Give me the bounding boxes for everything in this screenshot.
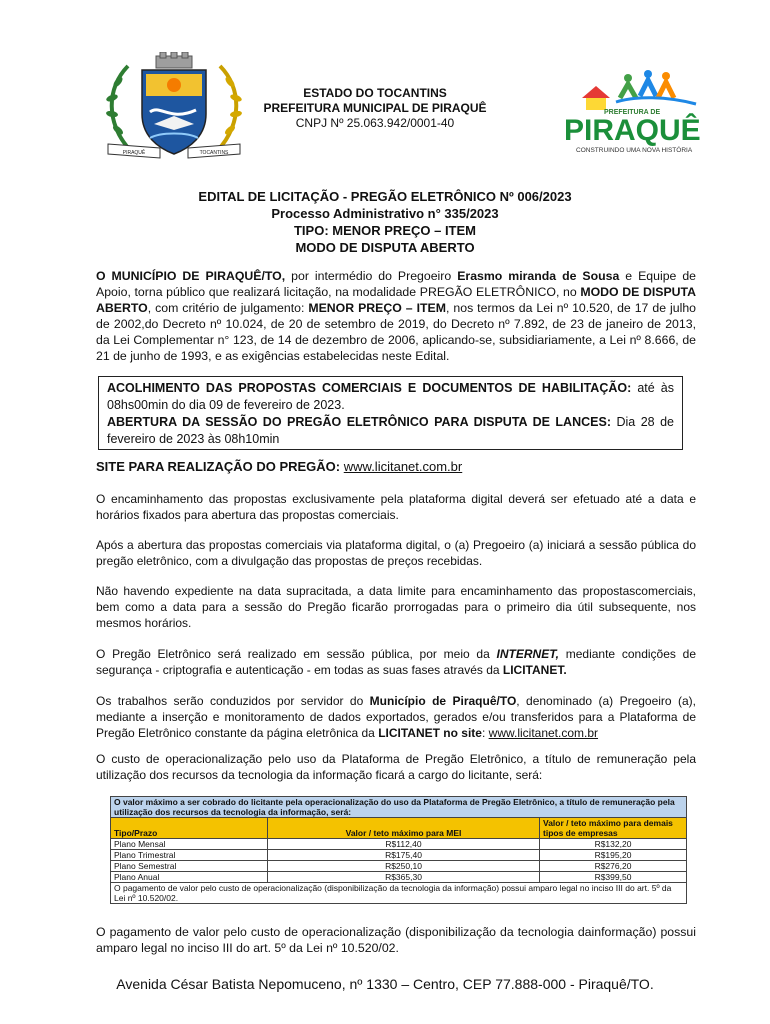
table-row bbox=[111, 872, 687, 883]
p5-text-1: Os trabalhos serão conduzidos por servidor do bbox=[96, 694, 370, 708]
cnpj: CNPJ Nº 25.063.942/0001-40 bbox=[295, 116, 455, 130]
paragraph-1: O encaminhamento das propostas exclusivamente pela plataforma digital deverá ser efetuado até a data e horários fixados para abertura das propostas comerciais. bbox=[96, 492, 696, 522]
row-mei: R$250,10 bbox=[268, 861, 540, 872]
title-line-2: Processo Administrativo n° 335/2023 bbox=[271, 206, 499, 221]
p4-bold-2: LICITANET. bbox=[502, 663, 567, 677]
column-mei: Valor / teto máximo para MEI bbox=[268, 818, 540, 839]
p5-text-2: , denominado (a) Pregoeiro (a), mediante a inserção e monitoramento de dados exportados, gerados e/ou transferidos para a Plataforma de Pregão Eletrônico constante da página eletrônica da bbox=[96, 694, 697, 740]
intro-paragraph bbox=[96, 268, 696, 364]
state-name: ESTADO DO TOCANTINS bbox=[303, 86, 447, 100]
row-demais: R$276,20 bbox=[540, 861, 687, 872]
seal-banner-left: PIRAQUÊ bbox=[122, 150, 146, 156]
paragraph-5 bbox=[96, 693, 696, 741]
row-tipo: Plano Mensal bbox=[111, 839, 268, 850]
intro-bold-4: MENOR PREÇO – ITEM bbox=[308, 301, 446, 315]
table-header: O valor máximo a ser cobrado do licitante pela operacionalização do uso da Plataforma de Pregão Eletrônico, a título de remuneração pela utilização dos recursos da tecnologia da informação, será: bbox=[111, 797, 687, 818]
column-demais: Valor / teto máximo para demais tipos de empresas bbox=[540, 818, 687, 839]
title-line-3: TIPO: MENOR PREÇO – ITEM bbox=[293, 223, 476, 238]
logo-slogan: CONSTRUINDO UMA NOVA HISTÓRIA bbox=[576, 147, 693, 154]
row-tipo: Plano Anual bbox=[111, 872, 268, 883]
logo-small-text: PREFEITURA DE bbox=[604, 109, 661, 116]
prefecture-name: PREFEITURA MUNICIPAL DE PIRAQUÊ bbox=[263, 101, 487, 115]
box-text-1: até às 08hs00min do dia 09 de fevereiro de 2023. bbox=[107, 381, 674, 412]
site-line bbox=[96, 459, 462, 474]
intro-bold-2: Erasmo miranda de Sousa bbox=[457, 269, 620, 283]
intro-bold-3: MODO DE DISPUTA ABERTO bbox=[96, 285, 697, 315]
prefecture-logo bbox=[556, 62, 712, 162]
paragraph-6: O custo de operacionalização pelo uso da Plataforma de Pregão Eletrônico, a título de remuneração pela utilização dos recursos da tecnologia da informação ficará a cargo do licitante, será: bbox=[96, 752, 696, 782]
p4-text-1: O Pregão Eletrônico será realizado em sessão pública, por meio da bbox=[96, 647, 497, 661]
box-text-2: Dia 28 de fevereiro de 2023 às 08h10min bbox=[107, 415, 674, 446]
paragraph-2: Após a abertura das propostas comerciais via plataforma digital, o (a) Pregoeiro (a) iniciará a sessão pública do pregão eletrônico, com a divulgação das propostas de preços recebidas. bbox=[96, 538, 696, 568]
row-mei: R$365,30 bbox=[268, 872, 540, 883]
paragraph-4 bbox=[96, 646, 696, 678]
p4-bold-1: INTERNET, bbox=[496, 647, 559, 661]
site-label: SITE PARA REALIZAÇÃO DO PREGÃO: bbox=[96, 459, 341, 474]
row-demais: R$132,20 bbox=[540, 839, 687, 850]
row-tipo: Plano Semestral bbox=[111, 861, 268, 872]
footer-address: Avenida César Batista Nepomuceno, nº 1330 – Centro, CEP 77.888-000 - Piraquê/TO. bbox=[116, 976, 654, 992]
dates-box bbox=[98, 376, 683, 450]
row-demais: R$195,20 bbox=[540, 850, 687, 861]
p5-link[interactable]: www.licitanet.com.br bbox=[488, 726, 599, 740]
intro-text-2: e Equipe de Apoio, torna público que realizará licitação, na modalidade PREGÃO ELETRÔNICO, no bbox=[96, 269, 697, 299]
title-line-4: MODO DE DISPUTA ABERTO bbox=[295, 240, 475, 255]
row-demais: R$399,50 bbox=[540, 872, 687, 883]
p5-bold-2: LICITANET no site bbox=[378, 726, 482, 740]
site-link[interactable]: www.licitanet.com.br bbox=[343, 459, 463, 474]
logo-big-text: PIRAQUÊ bbox=[564, 114, 701, 147]
box-bold-2: ABERTURA DA SESSÃO DO PREGÃO ELETRÔNICO PARA DISPUTA DE LANCES: bbox=[107, 415, 611, 429]
p4-text-2: mediante condições de segurança - criptografia e autenticação - em todas as suas fases através da bbox=[96, 647, 697, 677]
table-row bbox=[111, 850, 687, 861]
seal-banner-right: TOCANTINS bbox=[199, 150, 229, 156]
row-tipo: Plano Trimestral bbox=[111, 850, 268, 861]
letterhead bbox=[230, 86, 520, 131]
row-mei: R$175,40 bbox=[268, 850, 540, 861]
row-mei: R$112,40 bbox=[268, 839, 540, 850]
intro-text-4: , nos termos da Lei nº 10.520, de 17 de julho de 2002,do Decreto nº 10.024, de 20 de setembro de 2019, do Decreto nº 7.892, de 23 de janeiro de 2013, da Lei Complementar n° 123, de 14 de dezembro de 2006, aplicando-se, subsidiariamente, a Lei nº 8.666, de 21 de junho de 1993, e as exigências estabelecidas neste Edital. bbox=[96, 301, 696, 363]
p5-text-3: : bbox=[481, 726, 489, 740]
table-row bbox=[111, 861, 687, 872]
fees-table bbox=[110, 796, 687, 904]
box-bold-1: ACOLHIMENTO DAS PROPOSTAS COMERCIAIS E DOCUMENTOS DE HABILITAÇÃO: bbox=[107, 381, 632, 395]
paragraph-7: O pagamento de valor pelo custo de operacionalização (disponibilização da tecnologia dainformação) possui amparo legal no inciso III do art. 5º da Lei nº 10.520/02. bbox=[96, 925, 696, 955]
paragraph-3: Não havendo expediente na data supracitada, a data limite para encaminhamento das propostascomerciais, bem como a data para a sessão do Pregão ficarão prorrogadas para o primeiro dia útil subsequente, nos mesmos horários. bbox=[96, 584, 696, 630]
intro-text-3: , com critério de julgamento: bbox=[147, 301, 309, 315]
edital-title bbox=[0, 188, 770, 256]
municipal-seal bbox=[100, 52, 248, 164]
table-note: O pagamento de valor pelo custo de operacionalização (disponibilização da tecnologia da informação) possui amparo legal no inciso III do art. 5º da Lei nº 10.520/02. bbox=[111, 883, 687, 904]
table-row bbox=[111, 839, 687, 850]
intro-bold-1: O MUNICÍPIO DE PIRAQUÊ/TO, bbox=[96, 269, 286, 283]
p5-bold-1: Município de Piraquê/TO bbox=[369, 694, 517, 708]
title-line-1: EDITAL DE LICITAÇÃO - PREGÃO ELETRÔNICO Nº 006/2023 bbox=[198, 189, 572, 204]
intro-text-1: por intermédio do Pregoeiro bbox=[285, 269, 458, 283]
column-tipo: Tipo/Prazo bbox=[111, 818, 268, 839]
